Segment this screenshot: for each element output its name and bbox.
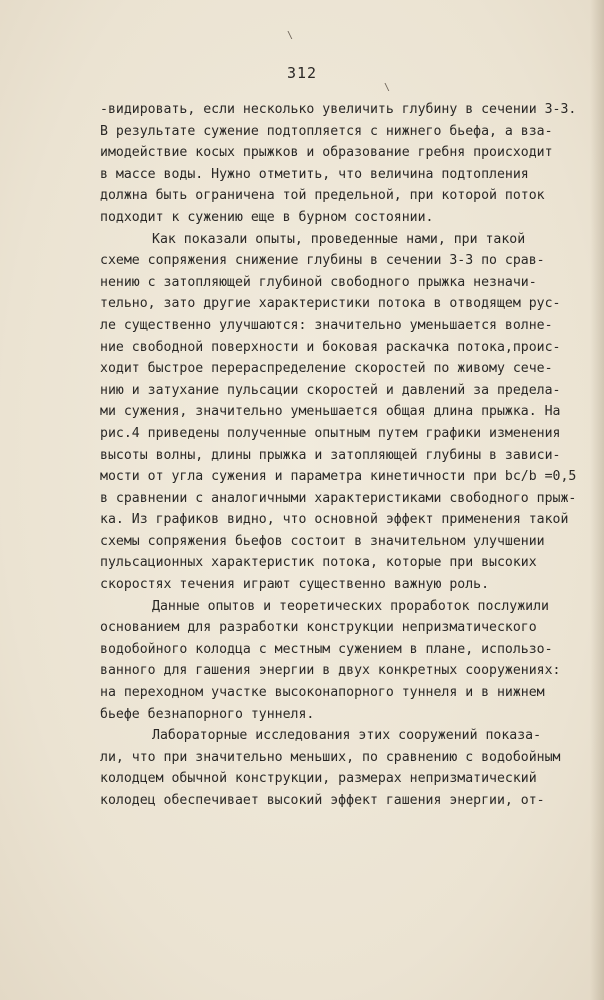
- scan-speck: \: [384, 82, 391, 93]
- text-line: имодействие косых прыжков и образование гребня происходит: [100, 145, 553, 161]
- text-line: ле существенно улучшаются: значительно уменьшается волне-: [100, 317, 553, 333]
- text-line: пульсационных характеристик потока, которые при высоких: [100, 555, 537, 571]
- text-line: схемы сопряжения бьефов состоит в значительном улучшении: [100, 533, 545, 549]
- text-line: основанием для разработки конструкции непризматического: [100, 620, 537, 636]
- text-line: колодец обеспечивает высокий эффект гашения энергии, от-: [100, 793, 545, 808]
- text-line: должна быть ограничена той предельной, при которой поток: [100, 188, 545, 204]
- text-line: ние свободной поверхности и боковая раскачка потока,проис-: [100, 339, 561, 355]
- text-line: на переходном участке высоконапорного туннеля и в нижнем: [100, 685, 545, 701]
- page-edge-shadow: [590, 0, 604, 1000]
- text-line: скоростях течения играют существенно важную роль.: [100, 577, 490, 593]
- text-line: тельно, зато другие характеристики потока в отводящем рус-: [100, 296, 561, 312]
- text-line: -видировать, если несколько увеличить глубину в сечении 3-3.: [100, 102, 577, 117]
- scan-speck: \: [287, 30, 294, 41]
- text-line: ходит быстрое перераспределение скоростей по живому сече-: [100, 361, 553, 377]
- text-line: ми сужения, значительно уменьшается общая длина прыжка. На: [100, 404, 561, 420]
- text-line: Данные опытов и теоретических проработок послужили: [152, 598, 549, 614]
- text-line: схеме сопряжения снижение глубины в сечении 3-3 по срав-: [100, 253, 545, 269]
- text-line: водобойного колодца с местным сужением в плане, использо-: [100, 641, 553, 657]
- text-line: Как показали опыты, проведенные нами, при такой: [152, 231, 526, 247]
- text-line: бьефе безнапорного туннеля.: [100, 706, 315, 722]
- text-line: Лабораторные исследования этих сооружений показа-: [152, 728, 542, 744]
- text-line: в сравнении с аналогичными характеристиками свободного прыж-: [100, 490, 577, 506]
- body-text: [100, 99, 580, 812]
- text-line: колодцем обычной конструкции, размерах непризматический: [100, 771, 537, 787]
- text-line: высоты волны, длины прыжка и затопляющей глубины в зависи-: [100, 447, 561, 463]
- text-line: ка. Из графиков видно, что основной эффект применения такой: [100, 512, 569, 528]
- text-line: нию и затухание пульсации скоростей и давлений за предела-: [100, 382, 561, 398]
- text-line: подходит к сужению еще в бурном состоянии.: [100, 209, 434, 225]
- text-line: в массе воды. Нужно отметить, что величина подтопления: [100, 166, 529, 182]
- page-number: 312: [286, 64, 318, 82]
- text-line: мости от угла сужения и параметра кинетичности при bс/b =0,5: [100, 469, 577, 485]
- text-line: ванного для гашения энергии в двух конкретных сооружениях:: [100, 663, 561, 679]
- text-line: нению с затопляющей глубиной свободного прыжка незначи-: [100, 274, 537, 290]
- text-line: рис.4 приведены полученные опытным путем графики изменения: [100, 425, 561, 441]
- text-line: ли, что при значительно меньших, по сравнению с водобойным: [100, 749, 561, 765]
- text-line: В результате сужение подтопляется с нижнего бьефа, а вза-: [100, 123, 553, 139]
